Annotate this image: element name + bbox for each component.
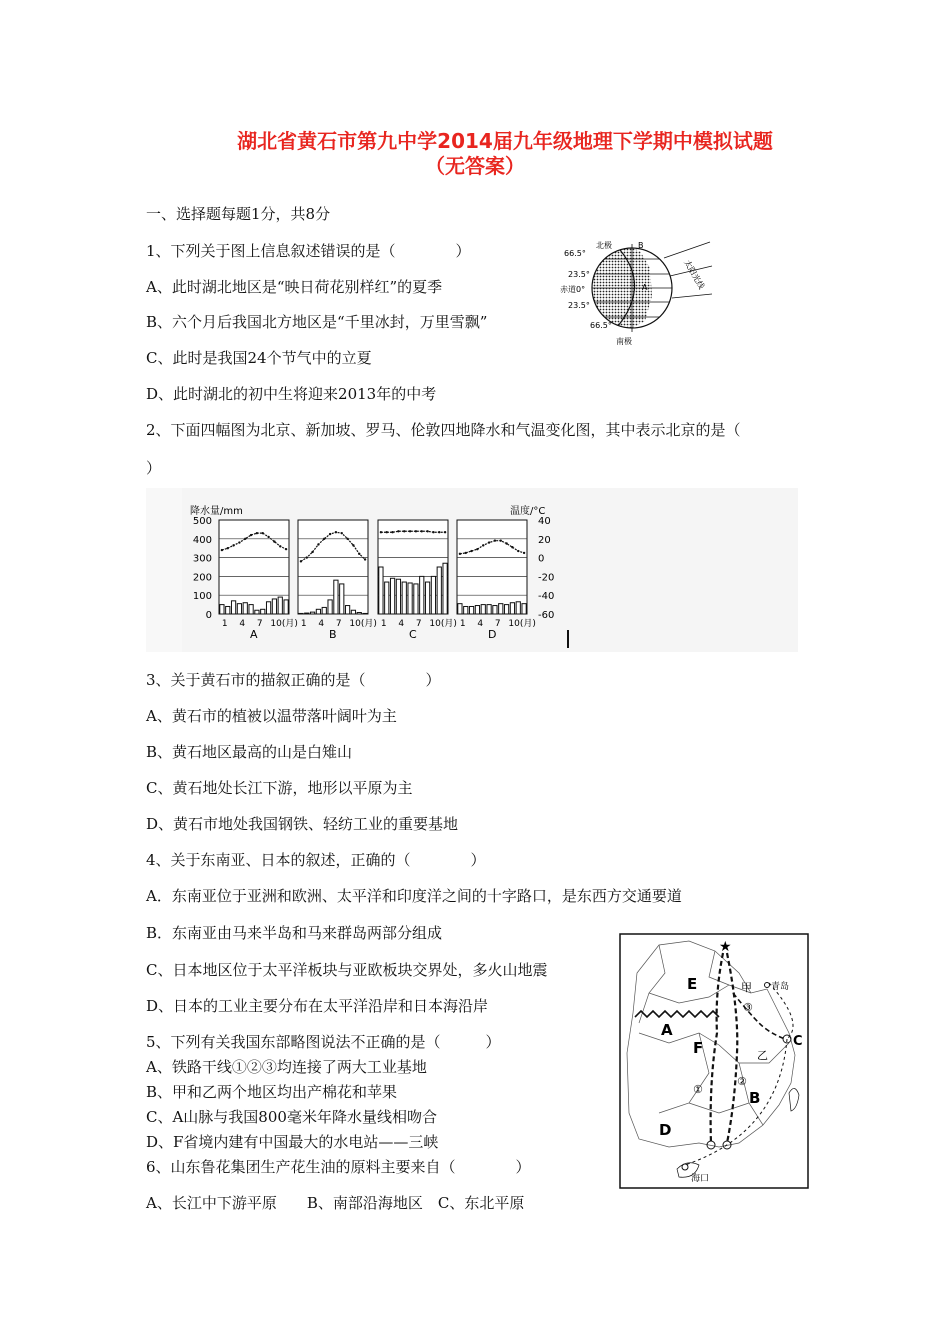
temp-axis-label: 温度/°C xyxy=(510,506,546,517)
map-label-e: E xyxy=(687,975,698,993)
temp-point xyxy=(352,544,354,546)
precip-bar xyxy=(487,605,491,614)
precip-bar xyxy=(420,576,424,614)
temp-point xyxy=(465,552,467,554)
temp-tick-label: -60 xyxy=(538,610,555,621)
q2-stem: 2、下面四幅图为北京、新加坡、罗马、伦敦四地降水和气温变化图，其中表示北京的是（ xyxy=(146,421,741,439)
lat-label-1: 66.5° xyxy=(564,249,586,258)
q3-stem: 3、关于黄石市的描叙正确的是（ ） xyxy=(146,671,441,689)
x-tick-label: 4 xyxy=(398,619,405,629)
temp-point xyxy=(444,531,446,533)
temp-point xyxy=(500,539,502,541)
precip-bar xyxy=(425,582,429,614)
precip-bar xyxy=(481,605,485,614)
precip-bar xyxy=(261,609,265,614)
q4-option-b: B．东南亚由马来半岛和马来群岛两部分组成 xyxy=(146,924,443,942)
precip-bar xyxy=(299,613,303,614)
temp-point xyxy=(391,531,393,533)
temp-point xyxy=(323,538,325,540)
temp-tick-label: -20 xyxy=(538,572,555,584)
temp-point xyxy=(346,538,348,540)
temp-tick-label: 0 xyxy=(538,553,545,565)
temp-point xyxy=(482,544,484,546)
temp-point xyxy=(267,536,269,538)
precip-bar xyxy=(390,578,394,614)
precip-bar xyxy=(316,609,320,614)
precip-bar xyxy=(328,600,332,614)
precip-bar xyxy=(231,601,235,614)
x-tick-label: 7 xyxy=(335,619,342,629)
climate-chart xyxy=(146,488,798,652)
precip-bar xyxy=(510,603,514,614)
railway-1-label: ① xyxy=(693,1083,703,1096)
q3-option-a: A、黄石市的植被以温带落叶阔叶为主 xyxy=(146,707,397,725)
map-label-haikou: 海口 xyxy=(691,1174,710,1184)
doc-title-line2: （无答案） xyxy=(425,154,525,178)
precip-bar xyxy=(402,582,406,614)
precip-bar xyxy=(379,567,383,614)
precip-tick-label: 300 xyxy=(192,553,212,565)
x-tick-label: 4 xyxy=(477,619,484,629)
lat-label-2: 23.5° xyxy=(568,270,590,279)
temp-point xyxy=(341,532,343,534)
q1-option-c: C、此时是我国24个节气中的立夏 xyxy=(146,349,372,367)
east-china-map xyxy=(619,933,809,1189)
map-label-d: D xyxy=(659,1121,672,1139)
temp-point xyxy=(470,550,472,552)
temp-point xyxy=(244,538,246,540)
precip-bar xyxy=(255,610,259,614)
sunlight-label: 太阳光线 xyxy=(682,258,707,291)
x-tick-label: 1 xyxy=(300,619,307,629)
precip-bar xyxy=(249,605,253,614)
x-tick-label: 10(月) xyxy=(270,619,298,629)
map-label-f: F xyxy=(693,1039,704,1057)
x-tick-label: 1 xyxy=(221,619,228,629)
precip-bar xyxy=(357,612,361,614)
temp-point xyxy=(250,534,252,536)
map-label-c: C xyxy=(793,1034,803,1049)
lat-label-3: 赤道0° xyxy=(560,285,586,294)
q1-option-a: A、此时湖北地区是“映日荷花别样红”的夏季 xyxy=(146,278,443,296)
temp-point xyxy=(488,541,490,543)
q5-option-d: D、F省境内建有中国最大的水电站——三峡 xyxy=(146,1133,439,1151)
precip-tick-label: 500 xyxy=(192,516,212,527)
precip-bar xyxy=(243,603,247,614)
q5-option-b: B、甲和乙两个地区均出产棉花和苹果 xyxy=(146,1083,398,1101)
temp-point xyxy=(517,550,519,552)
precip-bar xyxy=(458,604,462,614)
temp-point xyxy=(311,551,313,553)
x-tick-label: 10(月) xyxy=(429,619,457,629)
temp-point xyxy=(505,542,507,544)
q4-option-c: C、日本地区位于太平洋板块与亚欧板块交界处，多火山地震 xyxy=(146,961,548,979)
precip-bar xyxy=(475,606,479,614)
precip-bar xyxy=(340,584,344,614)
q3-option-d: D、黄石市地处我国钢铁、轻纺工业的重要基地 xyxy=(146,815,459,833)
panel-frame xyxy=(298,520,368,614)
temp-point xyxy=(364,558,366,560)
panel-label: A xyxy=(250,628,258,641)
south-pole-label: 南极 xyxy=(616,337,632,346)
panel-label: C xyxy=(409,628,417,641)
precip-bar xyxy=(266,602,270,614)
temp-point xyxy=(221,549,223,551)
x-tick-label: 4 xyxy=(318,619,325,629)
precip-tick-label: 100 xyxy=(192,591,212,603)
q3-option-b: B、黄石地区最高的山是白雉山 xyxy=(146,743,353,761)
q6-stem: 6、山东鲁花集团生产花生油的原料主要来自（ ） xyxy=(146,1158,531,1176)
precip-bar xyxy=(237,604,241,614)
precip-bar xyxy=(345,606,349,614)
capital-star-icon: ★ xyxy=(719,939,732,955)
q2-stem-cont: ） xyxy=(146,459,162,477)
q6-options: A、长江中下游平原 B、南部沿海地区 C、东北平原 xyxy=(146,1194,525,1212)
temp-point xyxy=(386,531,388,533)
panel-label: B xyxy=(329,628,337,641)
temp-point xyxy=(397,530,399,532)
x-tick-label: 4 xyxy=(239,619,246,629)
temp-point xyxy=(317,543,319,545)
q3-option-c: C、黄石地处长江下游，地形以平原为主 xyxy=(146,779,413,797)
panel-label: D xyxy=(488,628,497,641)
precip-bar xyxy=(522,604,526,614)
precip-bar xyxy=(499,604,503,614)
x-tick-label: 7 xyxy=(494,619,501,629)
temp-point xyxy=(285,548,287,550)
temp-tick-label: 20 xyxy=(538,534,551,546)
q4-option-d: D、日本的工业主要分布在太平洋沿岸和日本海沿岸 xyxy=(146,997,489,1015)
x-tick-label: 1 xyxy=(459,619,466,629)
point-b-label: B xyxy=(638,241,644,250)
section-heading: 一、选择题每题1分，共8分 xyxy=(146,205,331,223)
panel-frame xyxy=(457,520,527,614)
q5-stem: 5、下列有关我国东部略图说法不正确的是（ ） xyxy=(146,1033,501,1051)
temp-point xyxy=(335,531,337,533)
precip-bar xyxy=(272,599,276,614)
precip-bar xyxy=(284,600,288,614)
temp-point xyxy=(415,530,417,532)
temp-point xyxy=(523,552,525,554)
x-tick-label: 7 xyxy=(256,619,263,629)
temp-tick-label: 40 xyxy=(538,516,551,527)
map-label-qingdao: 青岛 xyxy=(771,982,790,992)
precip-bar xyxy=(305,613,309,614)
temp-point xyxy=(476,548,478,550)
temp-point xyxy=(459,553,461,555)
railway-3-label: ③ xyxy=(743,1001,753,1014)
precip-bar xyxy=(464,606,468,614)
x-tick-label: 7 xyxy=(415,619,422,629)
precip-tick-label: 400 xyxy=(192,534,212,546)
precip-bar xyxy=(408,583,412,614)
precip-bar xyxy=(385,582,389,614)
temp-point xyxy=(426,530,428,532)
precip-bar xyxy=(516,602,520,614)
point-a-label: A xyxy=(642,283,648,292)
q4-stem: 4、关于东南亚、日本的叙述，正确的（ ） xyxy=(146,851,486,869)
lat-label-5: 66.5° xyxy=(590,321,612,330)
temp-point xyxy=(511,546,513,548)
temp-point xyxy=(238,541,240,543)
temp-point xyxy=(306,556,308,558)
temp-point xyxy=(232,544,234,546)
temp-point xyxy=(403,530,405,532)
precip-bar xyxy=(431,576,435,614)
q5-option-a: A、铁路干线①②③均连接了两大工业基地 xyxy=(146,1058,427,1076)
temp-point xyxy=(262,532,264,534)
precip-bar xyxy=(351,610,355,614)
temp-point xyxy=(358,553,360,555)
temp-point xyxy=(329,533,331,535)
q5-option-c: C、A山脉与我国800毫米年降水量线相吻合 xyxy=(146,1108,437,1126)
precip-bar xyxy=(322,607,326,614)
precip-tick-label: 200 xyxy=(192,572,212,584)
map-label-a: A xyxy=(661,1021,673,1039)
temp-point xyxy=(273,540,275,542)
map-label-b: B xyxy=(749,1089,761,1107)
doc-title-line1: 湖北省黄石市第九中学2014届九年级地理下学期中模拟试题 xyxy=(237,129,773,153)
earth-sunlight-diagram xyxy=(560,236,720,346)
precip-bar xyxy=(396,579,400,614)
temp-point xyxy=(432,531,434,533)
precip-tick-label: 0 xyxy=(205,610,212,621)
lat-label-4: 23.5° xyxy=(568,301,590,310)
temp-point xyxy=(256,532,258,534)
precip-bar xyxy=(278,597,282,614)
temp-point xyxy=(494,539,496,541)
x-tick-label: 10(月) xyxy=(508,619,536,629)
q1-stem: 1、下列关于图上信息叙述错误的是（ ） xyxy=(146,242,471,260)
railway-2-label: ② xyxy=(737,1075,747,1088)
x-tick-label: 1 xyxy=(380,619,387,629)
north-pole-label: 北极 xyxy=(596,241,612,250)
temp-point xyxy=(300,560,302,562)
map-label-yi: 乙 xyxy=(757,1049,768,1062)
precip-axis-label: 降水量/mm xyxy=(190,506,243,517)
precip-bar xyxy=(504,605,508,614)
precip-bar xyxy=(437,567,441,614)
q1-option-d: D、此时湖北的初中生将迎来2013年的中考 xyxy=(146,385,437,403)
temp-point xyxy=(421,530,423,532)
precip-bar xyxy=(414,584,418,614)
temp-point xyxy=(438,531,440,533)
temp-point xyxy=(380,531,382,533)
precip-bar xyxy=(226,606,230,614)
map-label-jia: 甲 xyxy=(741,981,752,994)
precip-bar xyxy=(334,580,338,614)
x-tick-label: 10(月) xyxy=(349,619,377,629)
q4-option-a: A．东南亚位于亚洲和欧洲、太平洋和印度洋之间的十字路口，是东西方交通要道 xyxy=(146,887,682,905)
precip-bar xyxy=(363,613,367,614)
temp-point xyxy=(409,530,411,532)
temp-point xyxy=(279,545,281,547)
temp-point xyxy=(227,547,229,549)
temp-tick-label: -40 xyxy=(538,591,555,603)
precip-bar xyxy=(469,606,473,614)
precip-bar xyxy=(443,563,447,614)
q1-option-b: B、六个月后我国北方地区是“千里冰封，万里雪飘” xyxy=(146,313,488,331)
precip-bar xyxy=(220,605,224,614)
precip-bar xyxy=(493,606,497,614)
precip-bar xyxy=(310,612,314,614)
